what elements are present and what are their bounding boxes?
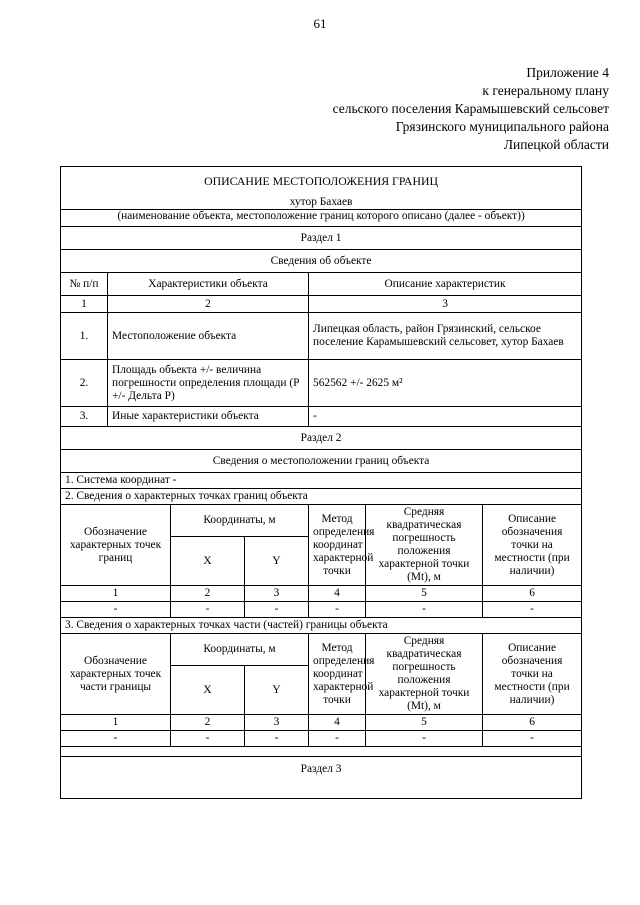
header-point-description: Описание обозначения точки на местности (при наличии) — [483, 505, 582, 586]
col-number: 3 — [245, 586, 309, 602]
header-designation: Обозначение характерных точек части границы — [61, 634, 171, 715]
header-description: Описание характеристик — [309, 273, 582, 296]
col-number: 4 — [309, 715, 366, 731]
header-number: № п/п — [61, 273, 108, 296]
col-number: 1 — [61, 715, 171, 731]
appendix-line: к генеральному плану — [482, 83, 609, 98]
points-title: 2. Сведения о характерных точках границ объекта — [61, 489, 582, 505]
boundary-description-table — [60, 166, 582, 799]
header-point-description: Описание обозначения точки на местности (при наличии) — [483, 634, 582, 715]
row-description: Липецкая область, район Грязинский, сельское поселение Карамышевский сельсовет, хутор Бахаев — [309, 313, 582, 360]
empty-cell: - — [309, 731, 366, 747]
empty-cell: - — [483, 731, 582, 747]
row-characteristic: Площадь объекта +/- величина погрешности определения площади (Р +/- Дельта Р) — [108, 360, 309, 407]
header-method: Метод определения координат характерной точки — [309, 505, 366, 586]
header-characteristics: Характеристики объекта — [108, 273, 309, 296]
col-number: 4 — [309, 586, 366, 602]
empty-cell: - — [61, 602, 171, 618]
row-number: 3. — [61, 407, 108, 427]
col-number: 2 — [108, 296, 309, 313]
empty-cell: - — [366, 602, 483, 618]
page-number: 61 — [313, 16, 327, 31]
header-y: Y — [245, 666, 309, 715]
section-3-title: Раздел 3 — [61, 757, 582, 799]
header-method: Метод определения координат характерной точки — [309, 634, 366, 715]
coordinate-system: 1. Система координат - — [61, 473, 582, 489]
col-number: 6 — [483, 586, 582, 602]
empty-cell: - — [366, 731, 483, 747]
empty-cell: - — [309, 602, 366, 618]
object-name: хутор Бахаев — [61, 191, 582, 210]
col-number: 3 — [245, 715, 309, 731]
empty-cell: - — [171, 602, 245, 618]
empty-cell: - — [171, 731, 245, 747]
appendix-line: сельского поселения Карамышевский сельсовет — [332, 101, 609, 116]
section-2-subtitle: Сведения о местоположении границ объекта — [61, 450, 582, 473]
spacer-row — [61, 747, 582, 757]
col-number: 2 — [171, 715, 245, 731]
empty-cell: - — [245, 731, 309, 747]
header-error: Средняя квадратическая погрешность положения характерной точки (Mt), м — [366, 505, 483, 586]
empty-cell: - — [245, 602, 309, 618]
col-number: 5 — [366, 715, 483, 731]
col-number: 2 — [171, 586, 245, 602]
col-number: 5 — [366, 586, 483, 602]
header-error: Средняя квадратическая погрешность положения характерной точки (Mt), м — [366, 634, 483, 715]
object-caption: (наименование объекта, местоположение границ которого описано (далее - объект)) — [61, 210, 582, 227]
col-number: 3 — [309, 296, 582, 313]
row-description: 562562 +/- 2625 м² — [309, 360, 582, 407]
row-description: - — [309, 407, 582, 427]
appendix-line: Грязинского муниципального района — [395, 119, 609, 134]
row-characteristic: Местоположение объекта — [108, 313, 309, 360]
header-y: Y — [245, 537, 309, 586]
empty-cell: - — [61, 731, 171, 747]
col-number: 1 — [61, 296, 108, 313]
row-number: 2. — [61, 360, 108, 407]
appendix-header — [209, 64, 609, 154]
col-number: 1 — [61, 586, 171, 602]
header-x: X — [171, 537, 245, 586]
section-1-subtitle: Сведения об объекте — [61, 250, 582, 273]
appendix-line: Приложение 4 — [526, 65, 609, 80]
parts-title: 3. Сведения о характерных точках части (частей) границы объекта — [61, 618, 582, 634]
header-coordinates: Координаты, м — [171, 634, 309, 666]
header-coordinates: Координаты, м — [171, 505, 309, 537]
row-characteristic: Иные характеристики объекта — [108, 407, 309, 427]
document-title: ОПИСАНИЕ МЕСТОПОЛОЖЕНИЯ ГРАНИЦ — [61, 167, 582, 192]
header-x: X — [171, 666, 245, 715]
col-number: 6 — [483, 715, 582, 731]
appendix-line: Липецкой области — [503, 137, 609, 152]
empty-cell: - — [483, 602, 582, 618]
section-2-title: Раздел 2 — [61, 427, 582, 450]
row-number: 1. — [61, 313, 108, 360]
header-designation: Обозначение характерных точек границ — [61, 505, 171, 586]
section-1-title: Раздел 1 — [61, 227, 582, 250]
